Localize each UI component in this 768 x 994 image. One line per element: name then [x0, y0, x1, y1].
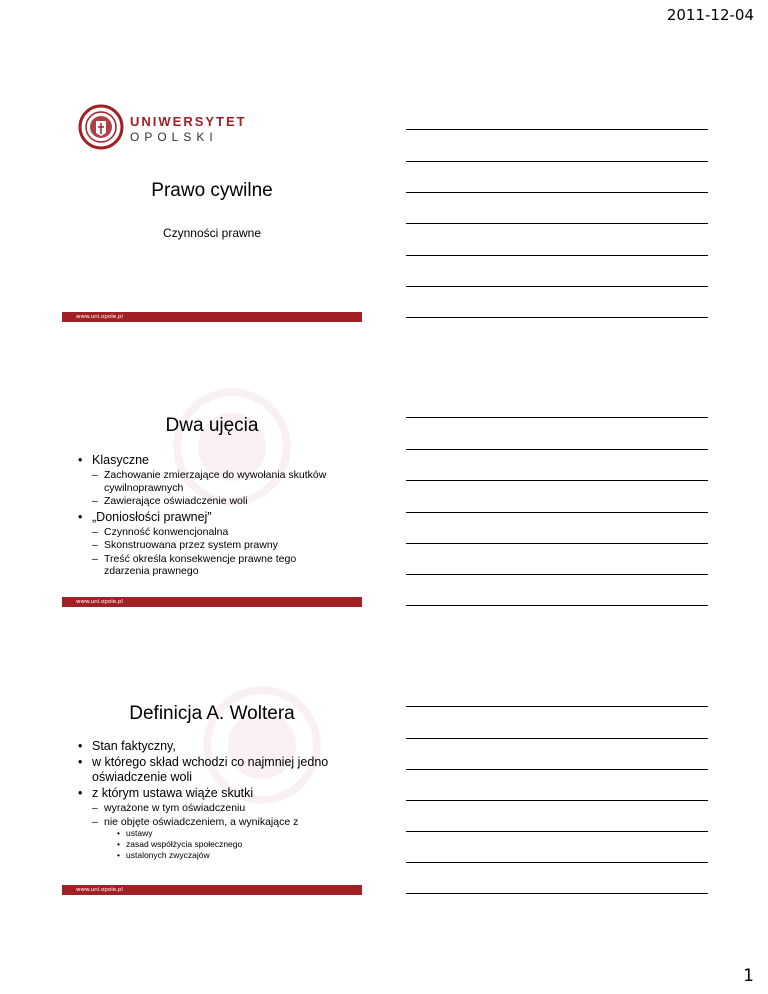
sub-bullet: – Zachowanie zmierzające do wywołania skutków cywilnoprawnych	[92, 469, 342, 494]
note-line	[406, 543, 708, 544]
sub-sub-bullet: • ustalonych zwyczajów	[104, 850, 342, 861]
note-line	[406, 862, 708, 863]
sub-sub-bullet: • ustawy	[104, 828, 342, 839]
note-line	[406, 417, 708, 418]
slide-3-title: Definicja A. Woltera	[129, 703, 295, 724]
slide-2	[62, 377, 362, 607]
slide-footer	[62, 597, 362, 607]
page-number: 1	[743, 966, 754, 986]
university-seal-icon	[78, 104, 124, 150]
note-line	[406, 706, 708, 707]
footer-url: www.uni.opole.pl	[76, 599, 123, 605]
document-date: 2011-12-04	[666, 6, 754, 24]
sub-bullet: – Czynność konwencjonalna	[92, 526, 342, 539]
bullet: • Stan faktyczny,	[78, 739, 342, 754]
slide-3-content	[78, 739, 342, 863]
note-line	[406, 574, 708, 575]
bullet: • „Doniosłości prawnej” – Czynność konwencjonalna – Skonstruowana przez system prawny – Treść określa konsekwencje prawne tego zdarzenia prawnego	[78, 510, 342, 578]
sub-bullet: – wyrażone w tym oświadczeniu	[92, 802, 342, 815]
note-line	[406, 605, 708, 606]
slide-footer	[62, 312, 362, 322]
bullet: • Klasyczne – Zachowanie zmierzające do wywołania skutków cywilnoprawnych – Zawierające oświadczenie woli	[78, 453, 342, 508]
note-line	[406, 129, 708, 130]
slide-1	[62, 92, 362, 322]
note-line	[406, 255, 708, 256]
slide-footer	[62, 885, 362, 895]
slide-3	[62, 665, 362, 895]
slide-2-content	[78, 453, 342, 580]
note-line	[406, 480, 708, 481]
footer-url: www.uni.opole.pl	[76, 314, 123, 320]
note-line	[406, 223, 708, 224]
note-line	[406, 317, 708, 318]
sub-sub-bullet: • zasad współżycia społecznego	[104, 839, 342, 850]
note-line	[406, 769, 708, 770]
sub-bullet: – Zawierające oświadczenie woli	[92, 495, 342, 508]
sub-bullet: – nie objęte oświadczeniem, a wynikające z • ustawy • zasad współżycia społecznego • ustalonych zwyczajów	[92, 816, 342, 862]
note-line	[406, 512, 708, 513]
bullet: • w którego skład wchodzi co najmniej jedno oświadczenie woli	[78, 755, 342, 785]
sub-bullet: – Skonstruowana przez system prawny	[92, 539, 342, 552]
bullet: • z którym ustawa wiąże skutki – wyrażone w tym oświadczeniu – nie objęte oświadczeniem, a wynikające z • ustawy • zasad współżycia społecznego • ustalonych zwyczajów	[78, 786, 342, 861]
logo-line-2: OPOLSKI	[130, 130, 218, 144]
footer-url: www.uni.opole.pl	[76, 887, 123, 893]
logo-line-1: UNIWERSYTET	[130, 114, 247, 129]
note-line	[406, 161, 708, 162]
note-line	[406, 192, 708, 193]
note-line	[406, 449, 708, 450]
university-logo	[78, 104, 258, 154]
note-line	[406, 738, 708, 739]
note-line	[406, 831, 708, 832]
note-line	[406, 286, 708, 287]
slide-1-title: Prawo cywilne	[151, 180, 273, 201]
sub-bullet: – Treść określa konsekwencje prawne tego zdarzenia prawnego	[92, 553, 342, 578]
note-line	[406, 893, 708, 894]
slide-2-title: Dwa ujęcia	[165, 415, 259, 436]
slide-1-subtitle: Czynności prawne	[162, 226, 262, 240]
note-line	[406, 800, 708, 801]
